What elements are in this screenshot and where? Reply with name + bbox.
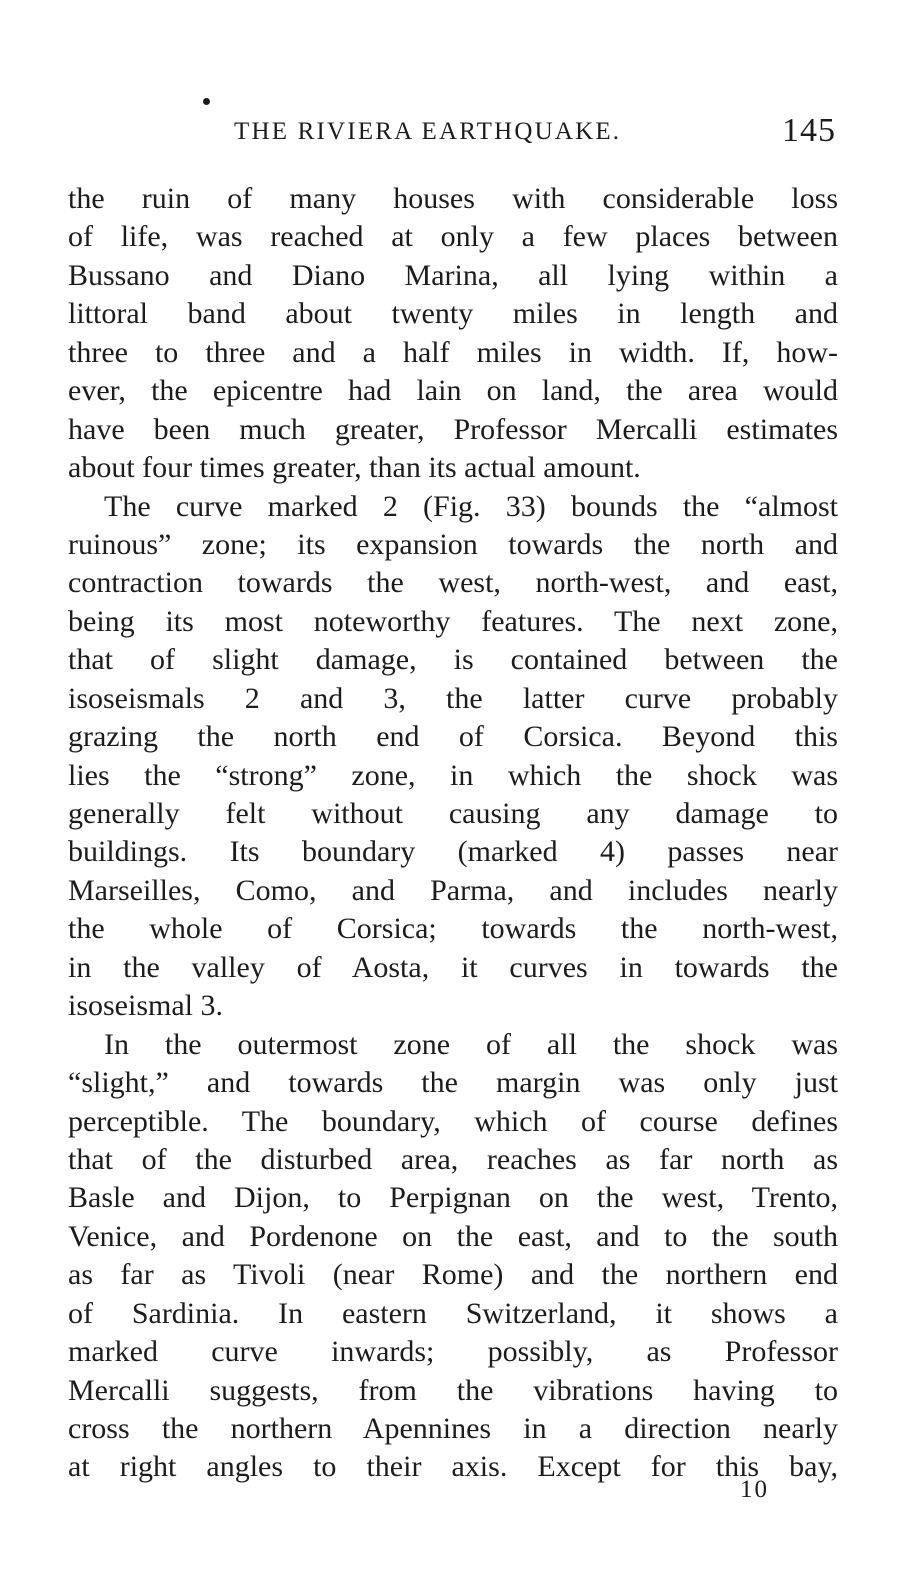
text-line: lies the “strong” zone, in which the shock was [68, 758, 838, 792]
text-line: have been much greater, Professor Mercalli estimates [68, 412, 838, 446]
text-line: isoseismal 3. [68, 989, 223, 1023]
text-line: the ruin of many houses with considerable loss [68, 182, 838, 215]
text-line: of life, was reached at only a few places between [68, 220, 838, 254]
text-line: in the valley of Aosta, it curves in towards the [68, 950, 838, 984]
text-line: that of the disturbed area, reaches as far north as [68, 1142, 838, 1176]
text-line: Basle and Dijon, to Perpignan on the west, Trento, [68, 1181, 838, 1215]
text-line: being its most noteworthy features. The next zone, [68, 604, 838, 638]
page-number: 145 [782, 112, 836, 149]
paragraph-start-line: In the outermost zone of all the shock was [104, 1027, 838, 1061]
text-line: about four times greater, than its actual amount. [68, 451, 641, 485]
text-line: Mercalli suggests, from the vibrations having to [68, 1373, 838, 1407]
text-line: marked curve inwards; possibly, as Professor [68, 1335, 838, 1369]
text-line: cross the northern Apennines in a direction nearly [68, 1412, 838, 1445]
body-text [68, 180, 838, 1487]
text-line: that of slight damage, is contained between the [68, 643, 838, 677]
text-line: ever, the epicentre had lain on land, the area would [68, 374, 838, 408]
text-line: at right angles to their axis. Except for this bay, [68, 1450, 838, 1484]
running-head: THE RIVIERA EARTHQUAKE. [234, 118, 622, 145]
text-line: “slight,” and towards the margin was only just [68, 1066, 838, 1100]
text-line: contraction towards the west, north-west, and east, [68, 566, 838, 600]
text-line: littoral band about twenty miles in length and [68, 297, 838, 331]
text-line: of Sardinia. In eastern Switzerland, it shows a [68, 1296, 838, 1330]
text-line: ruinous” zone; its expansion towards the north and [68, 527, 838, 561]
text-line: three to three and a half miles in width. If, how- [68, 335, 838, 369]
text-line: buildings. Its boundary (marked 4) passes near [68, 835, 838, 869]
ink-dot [203, 98, 210, 105]
text-line: Marseilles, Como, and Parma, and includes nearly [68, 873, 838, 907]
text-line: perceptible. The boundary, which of course defines [68, 1104, 838, 1138]
paragraph-start-line: The curve marked 2 (Fig. 33) bounds the “almost [104, 489, 838, 523]
text-line: grazing the north end of Corsica. Beyond this [68, 720, 838, 754]
text-line: isoseismals 2 and 3, the latter curve probably [68, 681, 838, 715]
text-line: the whole of Corsica; towards the north-west, [68, 912, 838, 946]
text-line: Venice, and Pordenone on the east, and to the south [68, 1219, 838, 1253]
text-line: Bussano and Diano Marina, all lying within a [68, 258, 838, 292]
signature-mark: 10 [740, 1476, 769, 1503]
text-line: as far as Tivoli (near Rome) and the northern end [68, 1258, 838, 1292]
text-line: generally felt without causing any damage to [68, 797, 838, 830]
